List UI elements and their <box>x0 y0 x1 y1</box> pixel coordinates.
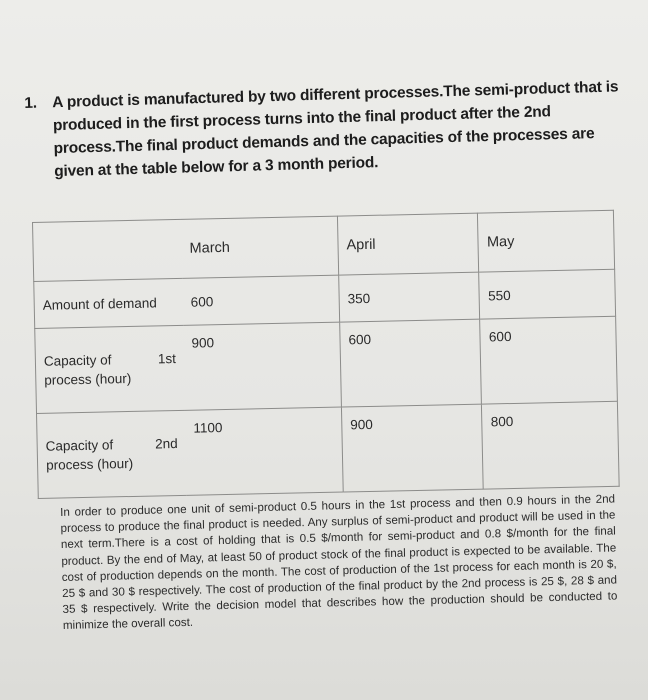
table-cell: 600 <box>182 275 339 325</box>
header-may: May <box>478 210 615 272</box>
table-cell: 550 <box>479 269 616 319</box>
header-april: April <box>337 213 479 275</box>
table-cell: 800 <box>482 401 619 489</box>
question-number: 1. <box>24 94 38 112</box>
table-cell: 900 <box>341 404 483 492</box>
row-label-text: Amount of demand <box>42 294 157 313</box>
table-cell: 600 <box>340 319 482 407</box>
row-label-ordinal: 1st <box>157 351 177 367</box>
table-corner-cell <box>33 219 183 281</box>
data-table <box>32 210 619 480</box>
row-label <box>34 278 183 328</box>
table-row <box>35 316 618 413</box>
table-cell: 900 <box>183 322 341 410</box>
row-label-line2: process (hour) <box>45 455 134 473</box>
header-march: March <box>181 216 339 278</box>
row-label-line2: process (hour) <box>44 370 132 388</box>
row-label-text: Capacity of <box>45 437 114 454</box>
row-label-ordinal: 2nd <box>154 435 178 452</box>
question-text: A product is manufactured by two different processes.The semi-product that is produced in the first process turns into the final product after the 2nd process.The final product demands and the capacities of the processes are given at the table below for a 3 month period. <box>52 78 619 181</box>
row-label <box>37 410 187 498</box>
table-cell: 600 <box>480 316 617 404</box>
table-row <box>37 401 620 498</box>
question-block <box>24 75 636 184</box>
row-label <box>35 325 185 413</box>
table-cell: 350 <box>339 272 480 322</box>
problem-description: In order to produce one unit of semi-product 0.5 hours in the 1st process and then 0.9 hours in the 2nd process to produce the final product is needed. Any surplus of semi-product and product will be used in the next term.There is a cost of holding that is 0.5 $/month for semi-product and 0.8 $/month for the final product. By the end of May, at least 50 of product stock of the final product is expected to be available. The cost of production depends on the month. The cost of production of the 1st process for each month is 20 $, 25 $ and 30 $ respectively. The cost of production of the final product by the 2nd process is 25 $, 28 $ and 35 $ respectively. Write the decision model that describes how the production should be conducted to minimize the overall cost. <box>60 492 618 633</box>
table-cell: 1100 <box>185 407 343 495</box>
row-label-text: Capacity of <box>43 352 112 369</box>
